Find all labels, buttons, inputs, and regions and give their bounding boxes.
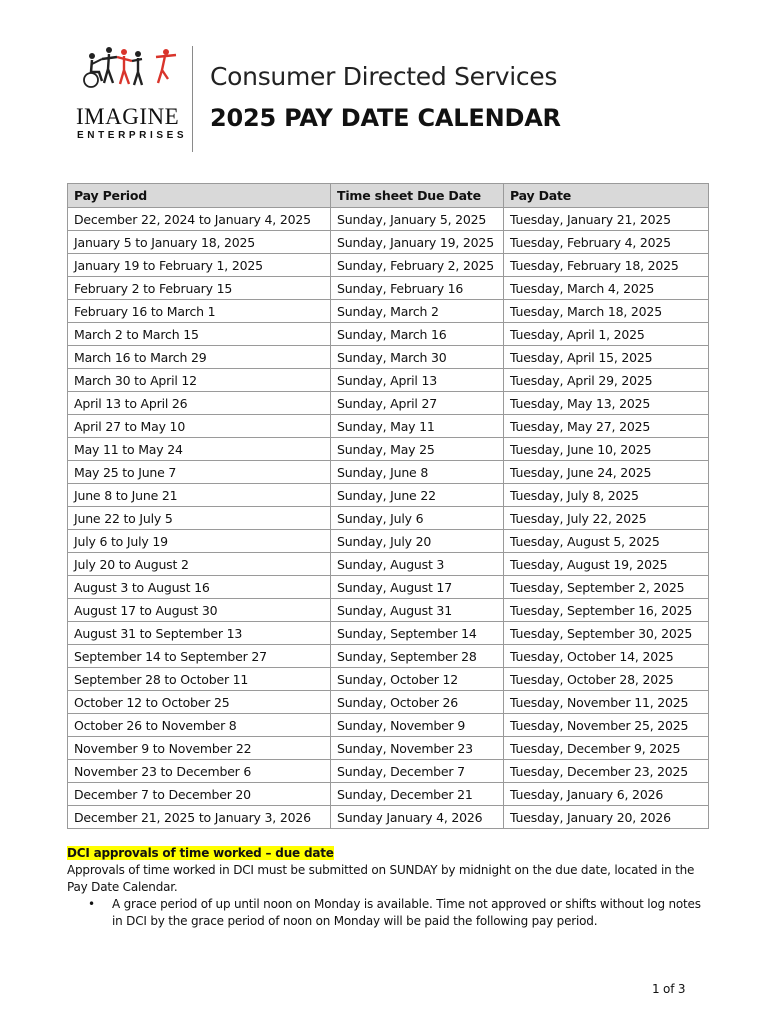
- pay-period-cell: June 8 to June 21: [68, 484, 331, 507]
- pay-period-cell: October 12 to October 25: [68, 691, 331, 714]
- header-divider: [192, 46, 193, 152]
- table-row: [68, 714, 709, 737]
- timesheet-due-cell: Sunday, August 17: [331, 576, 504, 599]
- pay-period-cell: June 22 to July 5: [68, 507, 331, 530]
- table-row: [68, 806, 709, 829]
- timesheet-due-cell: Sunday, February 2, 2025: [331, 254, 504, 277]
- timesheet-due-cell: Sunday, July 6: [331, 507, 504, 530]
- pay-period-cell: August 3 to August 16: [68, 576, 331, 599]
- pay-period-cell: March 2 to March 15: [68, 323, 331, 346]
- timesheet-due-cell: Sunday, May 25: [331, 438, 504, 461]
- document-title: Consumer Directed Services: [210, 62, 558, 91]
- pay-period-cell: December 7 to December 20: [68, 783, 331, 806]
- notes-heading: DCI approvals of time worked – due date: [67, 846, 334, 860]
- timesheet-due-cell: Sunday, December 21: [331, 783, 504, 806]
- pay-date-cell: Tuesday, December 23, 2025: [504, 760, 709, 783]
- timesheet-due-cell: Sunday, March 16: [331, 323, 504, 346]
- table-row: [68, 323, 709, 346]
- timesheet-due-cell: Sunday, November 23: [331, 737, 504, 760]
- table-row: [68, 622, 709, 645]
- table-row: [68, 691, 709, 714]
- table-row: [68, 369, 709, 392]
- timesheet-due-cell: Sunday January 4, 2026: [331, 806, 504, 829]
- list-item: • A grace period of up until noon on Monday is available. Time not approved or shifts without log notes in DCI by the grace period of noon on Monday will be paid the following pay period.: [112, 896, 708, 930]
- pay-date-cell: Tuesday, April 15, 2025: [504, 346, 709, 369]
- document-subtitle: 2025 PAY DATE CALENDAR: [210, 104, 561, 132]
- pay-date-cell: Tuesday, March 18, 2025: [504, 300, 709, 323]
- pay-period-cell: March 16 to March 29: [68, 346, 331, 369]
- table-row: [68, 484, 709, 507]
- table-row: [68, 576, 709, 599]
- table-row: [68, 300, 709, 323]
- table-row: [68, 737, 709, 760]
- logo-figures-icon: [78, 45, 178, 101]
- table-row: [68, 783, 709, 806]
- pay-period-cell: September 28 to October 11: [68, 668, 331, 691]
- logo-name: IMAGINE: [76, 104, 180, 129]
- pay-date-cell: Tuesday, December 9, 2025: [504, 737, 709, 760]
- table-row: [68, 438, 709, 461]
- pay-period-cell: May 11 to May 24: [68, 438, 331, 461]
- pay-period-cell: April 27 to May 10: [68, 415, 331, 438]
- table-row: [68, 392, 709, 415]
- pay-date-cell: Tuesday, May 13, 2025: [504, 392, 709, 415]
- pay-period-cell: July 20 to August 2: [68, 553, 331, 576]
- pay-period-cell: November 9 to November 22: [68, 737, 331, 760]
- pay-date-cell: Tuesday, January 20, 2026: [504, 806, 709, 829]
- timesheet-due-cell: Sunday, December 7: [331, 760, 504, 783]
- timesheet-due-cell: Sunday, August 31: [331, 599, 504, 622]
- pay-period-cell: January 19 to February 1, 2025: [68, 254, 331, 277]
- table-row: [68, 507, 709, 530]
- pay-date-cell: Tuesday, August 19, 2025: [504, 553, 709, 576]
- table-row: [68, 668, 709, 691]
- timesheet-due-cell: Sunday, March 2: [331, 300, 504, 323]
- table-row: [68, 530, 709, 553]
- pay-date-table: [67, 183, 709, 829]
- table-row: [68, 254, 709, 277]
- timesheet-due-cell: Sunday, October 26: [331, 691, 504, 714]
- pay-date-cell: Tuesday, April 1, 2025: [504, 323, 709, 346]
- pay-date-cell: Tuesday, February 4, 2025: [504, 231, 709, 254]
- timesheet-due-cell: Sunday, November 9: [331, 714, 504, 737]
- timesheet-due-cell: Sunday, June 8: [331, 461, 504, 484]
- timesheet-due-cell: Sunday, May 11: [331, 415, 504, 438]
- pay-period-cell: August 31 to September 13: [68, 622, 331, 645]
- notes-bullet-list: [67, 896, 708, 930]
- pay-date-cell: Tuesday, November 11, 2025: [504, 691, 709, 714]
- page-number: 1 of 3: [652, 982, 686, 996]
- pay-date-cell: Tuesday, May 27, 2025: [504, 415, 709, 438]
- column-header: Pay Period: [68, 184, 331, 208]
- pay-date-cell: Tuesday, June 24, 2025: [504, 461, 709, 484]
- pay-date-cell: Tuesday, September 30, 2025: [504, 622, 709, 645]
- timesheet-due-cell: Sunday, September 28: [331, 645, 504, 668]
- pay-date-cell: Tuesday, August 5, 2025: [504, 530, 709, 553]
- table-row: [68, 760, 709, 783]
- timesheet-due-cell: Sunday, June 22: [331, 484, 504, 507]
- timesheet-due-cell: Sunday, October 12: [331, 668, 504, 691]
- table-row: [68, 231, 709, 254]
- table-header-row: [68, 184, 709, 208]
- imagine-enterprises-logo: [76, 45, 188, 145]
- pay-period-cell: December 21, 2025 to January 3, 2026: [68, 806, 331, 829]
- pay-period-cell: January 5 to January 18, 2025: [68, 231, 331, 254]
- pay-period-cell: October 26 to November 8: [68, 714, 331, 737]
- table-row: [68, 277, 709, 300]
- timesheet-due-cell: Sunday, August 3: [331, 553, 504, 576]
- table-row: [68, 461, 709, 484]
- pay-date-cell: Tuesday, April 29, 2025: [504, 369, 709, 392]
- pay-date-cell: Tuesday, July 8, 2025: [504, 484, 709, 507]
- notes-paragraph: Approvals of time worked in DCI must be submitted on SUNDAY by midnight on the due date, located in the Pay Date Calendar.: [67, 863, 695, 894]
- pay-date-cell: Tuesday, January 21, 2025: [504, 208, 709, 231]
- timesheet-due-cell: Sunday, January 5, 2025: [331, 208, 504, 231]
- pay-period-cell: August 17 to August 30: [68, 599, 331, 622]
- timesheet-due-cell: Sunday, September 14: [331, 622, 504, 645]
- table-row: [68, 415, 709, 438]
- pay-date-cell: Tuesday, November 25, 2025: [504, 714, 709, 737]
- timesheet-due-cell: Sunday, March 30: [331, 346, 504, 369]
- pay-period-cell: April 13 to April 26: [68, 392, 331, 415]
- pay-date-cell: Tuesday, March 4, 2025: [504, 277, 709, 300]
- pay-date-cell: Tuesday, February 18, 2025: [504, 254, 709, 277]
- timesheet-due-cell: Sunday, July 20: [331, 530, 504, 553]
- pay-date-cell: Tuesday, January 6, 2026: [504, 783, 709, 806]
- pay-period-cell: November 23 to December 6: [68, 760, 331, 783]
- pay-date-cell: Tuesday, September 16, 2025: [504, 599, 709, 622]
- table-row: [68, 599, 709, 622]
- pay-period-cell: March 30 to April 12: [68, 369, 331, 392]
- pay-date-cell: Tuesday, June 10, 2025: [504, 438, 709, 461]
- timesheet-due-cell: Sunday, February 16: [331, 277, 504, 300]
- pay-date-cell: Tuesday, October 28, 2025: [504, 668, 709, 691]
- table-row: [68, 553, 709, 576]
- table-row: [68, 208, 709, 231]
- timesheet-due-cell: Sunday, January 19, 2025: [331, 231, 504, 254]
- pay-period-cell: September 14 to September 27: [68, 645, 331, 668]
- table-row: [68, 346, 709, 369]
- pay-period-cell: December 22, 2024 to January 4, 2025: [68, 208, 331, 231]
- column-header: Time sheet Due Date: [331, 184, 504, 208]
- pay-date-cell: Tuesday, July 22, 2025: [504, 507, 709, 530]
- pay-date-cell: Tuesday, October 14, 2025: [504, 645, 709, 668]
- timesheet-due-cell: Sunday, April 27: [331, 392, 504, 415]
- table-row: [68, 645, 709, 668]
- logo-subtitle: ENTERPRISES: [77, 130, 188, 141]
- pay-period-cell: February 2 to February 15: [68, 277, 331, 300]
- pay-period-cell: February 16 to March 1: [68, 300, 331, 323]
- timesheet-due-cell: Sunday, April 13: [331, 369, 504, 392]
- notes-section: [67, 845, 708, 930]
- pay-period-cell: May 25 to June 7: [68, 461, 331, 484]
- column-header: Pay Date: [504, 184, 709, 208]
- pay-date-cell: Tuesday, September 2, 2025: [504, 576, 709, 599]
- pay-period-cell: July 6 to July 19: [68, 530, 331, 553]
- table-body: [68, 208, 709, 829]
